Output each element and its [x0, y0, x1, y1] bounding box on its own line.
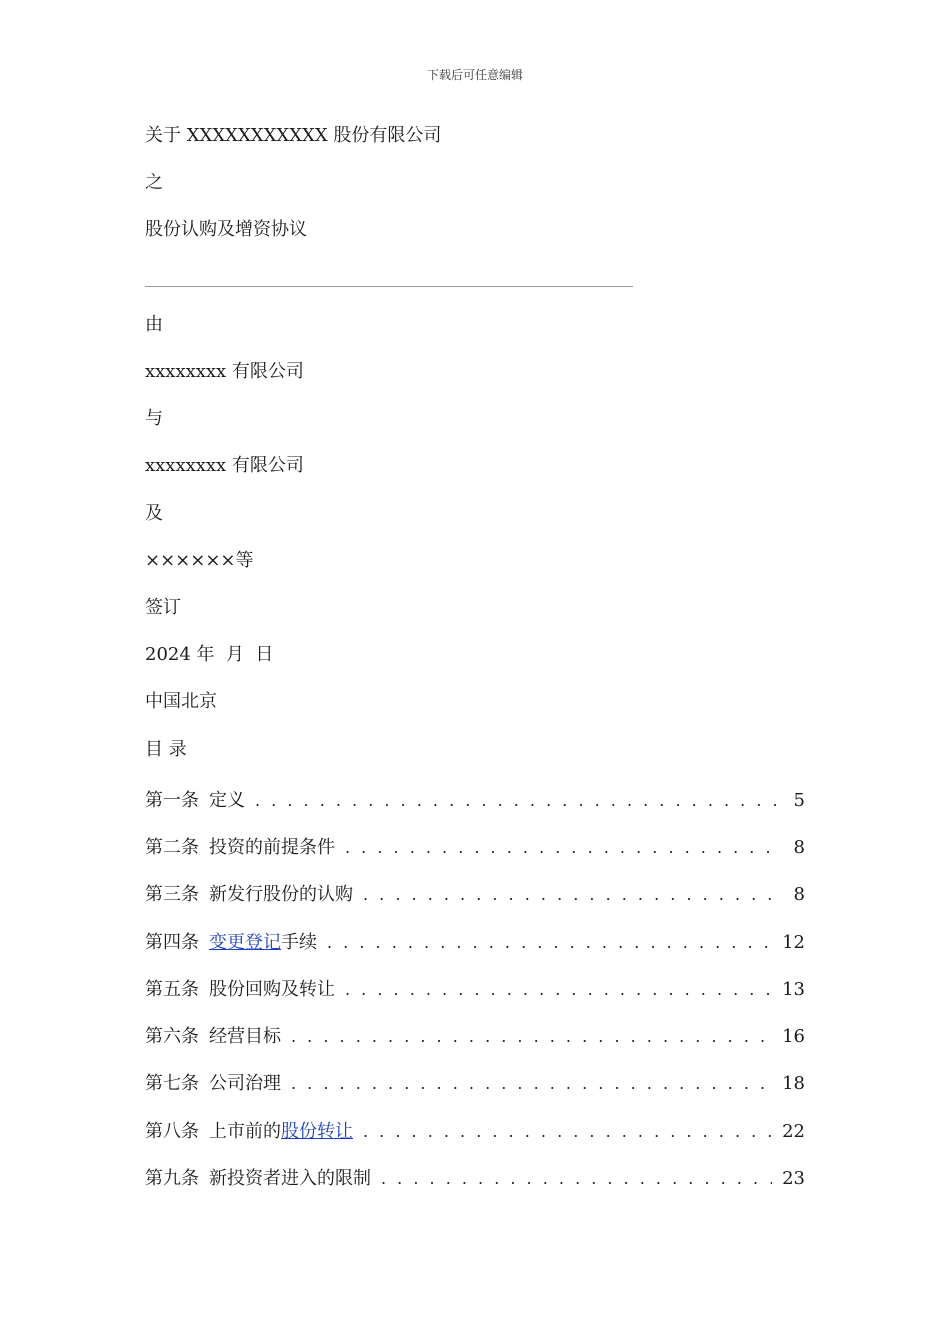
cover-place: 中国北京 — [145, 691, 217, 712]
toc-item-number: 第三条 — [145, 884, 199, 905]
toc-item-title: 公司治理 — [209, 1073, 281, 1094]
toc-item-title — [209, 1117, 353, 1143]
toc-item-title — [209, 928, 317, 954]
toc-item[interactable] — [145, 1022, 805, 1046]
toc-item-title: 新发行股份的认购 — [209, 884, 353, 905]
toc-item[interactable] — [145, 975, 805, 999]
toc-item-page: 18 — [782, 1073, 805, 1094]
toc-leader-dots — [327, 933, 772, 952]
toc-item-number: 第六条 — [145, 1026, 199, 1047]
toc-item[interactable] — [145, 833, 805, 857]
toc-item-page: 5 — [793, 790, 805, 811]
toc-item-title: 新投资者进入的限制 — [209, 1168, 371, 1189]
page-header: 下载后可任意编辑 — [426, 68, 523, 82]
cover-signed: 签订 — [145, 597, 181, 618]
toc-item-page: 16 — [782, 1026, 805, 1047]
toc-item-title: 股份回购及转让 — [209, 979, 335, 1000]
cover-party2: xxxxxxxx 有限公司 — [145, 455, 304, 476]
toc-item-number: 第九条 — [145, 1168, 199, 1189]
toc-leader-dots — [363, 885, 781, 904]
toc-item-number: 第五条 — [145, 979, 199, 1000]
cover-by: 由 — [145, 314, 163, 335]
toc-leader-dots — [363, 1122, 772, 1141]
toc-item-number: 第七条 — [145, 1073, 199, 1094]
toc-item-page: 13 — [782, 979, 805, 1000]
cover-title-line2: 之 — [145, 172, 163, 193]
toc-link-share-transfer[interactable]: 股份转让 — [281, 1121, 353, 1142]
toc-item-title: 定义 — [209, 790, 245, 811]
cover-party1: xxxxxxxx 有限公司 — [145, 361, 304, 382]
cover-party3: ××××××等 — [145, 550, 254, 571]
toc-item-title: 投资的前提条件 — [209, 837, 335, 858]
toc-heading: 目 录 — [145, 739, 187, 760]
toc-item-title-rest: 手续 — [281, 932, 317, 953]
toc-item-title-pre: 上市前的 — [209, 1121, 281, 1142]
toc-item[interactable] — [145, 1069, 805, 1093]
toc-item-page: 23 — [782, 1168, 805, 1189]
toc-item[interactable] — [145, 928, 805, 952]
toc-item-number: 第四条 — [145, 932, 199, 953]
toc-item-number: 第一条 — [145, 790, 199, 811]
toc-leader-dots — [345, 980, 772, 999]
toc-leader-dots — [255, 791, 781, 810]
cover-title-line1: 关于 XXXXXXXXXXX 股份有限公司 — [145, 125, 442, 146]
title-divider — [145, 286, 633, 287]
toc-item-page: 22 — [782, 1121, 805, 1142]
toc-item-page: 12 — [782, 932, 805, 953]
cover-title-line3: 股份认购及增资协议 — [145, 219, 307, 240]
toc-leader-dots — [381, 1169, 772, 1188]
toc-item-title: 经营目标 — [209, 1026, 281, 1047]
toc-item-number: 第二条 — [145, 837, 199, 858]
toc-leader-dots — [291, 1074, 772, 1093]
toc-item[interactable] — [145, 880, 805, 904]
toc-item-page: 8 — [793, 884, 805, 905]
toc-item-number: 第八条 — [145, 1121, 199, 1142]
toc-leader-dots — [345, 838, 781, 857]
cover-date: 2024 年 月 日 — [145, 644, 274, 665]
toc-item-page: 8 — [793, 837, 805, 858]
toc-item[interactable] — [145, 1117, 805, 1141]
cover-and1: 与 — [145, 408, 163, 429]
toc-link-change-registration[interactable]: 变更登记 — [209, 932, 281, 953]
toc-leader-dots — [291, 1027, 772, 1046]
toc-item[interactable] — [145, 1164, 805, 1188]
toc-item[interactable] — [145, 786, 805, 810]
cover-and2: 及 — [145, 503, 163, 524]
